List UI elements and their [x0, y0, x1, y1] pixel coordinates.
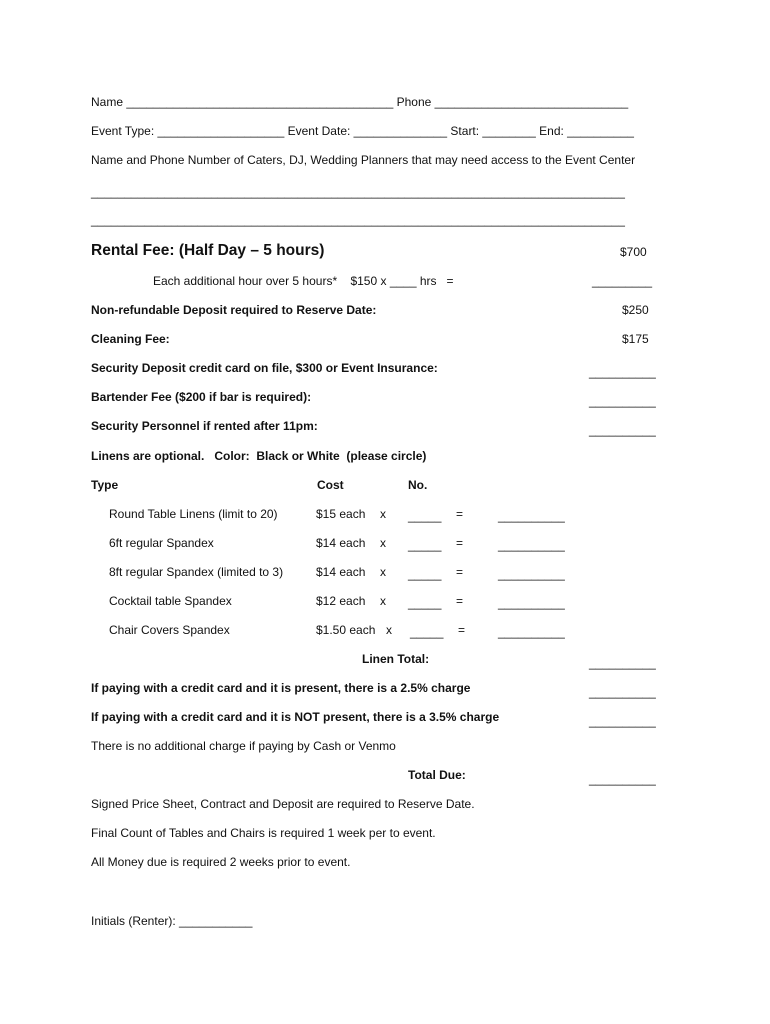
- vendor-contacts-label: Name and Phone Number of Caters, DJ, Wedding Planners that may need access to the Event Center: [91, 153, 636, 167]
- linens-col-no: No.: [408, 478, 428, 492]
- linen-row-times: x: [386, 623, 392, 637]
- security-deposit-label: Security Deposit credit card on file, $300 or Event Insurance:: [91, 361, 438, 375]
- linen-row-equals: =: [456, 507, 464, 521]
- total-due-blank: __________: [589, 772, 656, 786]
- security-personnel-blank: __________: [589, 423, 656, 437]
- linen-row-equals: =: [456, 565, 464, 579]
- linen-row-total-blank: __________: [498, 596, 565, 610]
- linen-row-equals: =: [458, 623, 466, 637]
- bartender-fee-label: Bartender Fee ($200 if bar is required):: [91, 390, 312, 404]
- linen-row-total-blank: __________: [498, 567, 565, 581]
- deposit-amount: $250: [622, 303, 649, 317]
- linen-row-times: x: [380, 594, 386, 608]
- cc-present-label: If paying with a credit card and it is present, there is a 2.5% charge: [91, 681, 471, 695]
- linen-row-type: Round Table Linens (limit to 20): [109, 507, 278, 521]
- cc-not-present-label: If paying with a credit card and it is NOT present, there is a 3.5% charge: [91, 710, 500, 724]
- event-details-line: Event Type: ___________________ Event Date: ______________ Start: ________ End: __________: [91, 124, 634, 138]
- cleaning-fee-amount: $175: [622, 332, 649, 346]
- linen-total-blank: __________: [589, 656, 656, 670]
- vendor-blank-line-2: ________________________________________________________________________________: [91, 213, 625, 227]
- linen-row-qty-blank: _____: [410, 625, 444, 639]
- linen-row-cost: $12 each: [316, 594, 366, 608]
- linen-row-cost: $14 each: [316, 565, 366, 579]
- cleaning-fee-label: Cleaning Fee:: [91, 332, 170, 346]
- note-final-count: Final Count of Tables and Chairs is required 1 week per to event.: [91, 826, 436, 840]
- bartender-fee-blank: __________: [589, 394, 656, 408]
- deposit-label: Non-refundable Deposit required to Reserve Date:: [91, 303, 377, 317]
- linens-heading: Linens are optional. Color: Black or White (please circle): [91, 449, 427, 463]
- rental-fee-amount: $700: [620, 245, 647, 259]
- linen-row-cost: $15 each: [316, 507, 366, 521]
- linen-row-times: x: [380, 536, 386, 550]
- security-personnel-label: Security Personnel if rented after 11pm:: [91, 419, 318, 433]
- note-reserve-date: Signed Price Sheet, Contract and Deposit are required to Reserve Date.: [91, 797, 475, 811]
- linen-row-type: 8ft regular Spandex (limited to 3): [109, 565, 284, 579]
- name-phone-line: Name ________________________________________ Phone _____________________________: [91, 95, 629, 109]
- additional-hour-line: Each additional hour over 5 hours* $150 x ____ hrs =: [153, 274, 454, 288]
- linen-row-times: x: [380, 507, 386, 521]
- linen-row-total-blank: __________: [498, 625, 565, 639]
- note-money-due: All Money due is required 2 weeks prior to event.: [91, 855, 351, 869]
- linen-row-qty-blank: _____: [408, 509, 442, 523]
- linen-row-type: Chair Covers Spandex: [109, 623, 230, 637]
- linen-row-equals: =: [456, 594, 464, 608]
- linen-row-cost: $14 each: [316, 536, 366, 550]
- linen-row-cost: $1.50 each: [316, 623, 376, 637]
- linen-row-type: Cocktail table Spandex: [109, 594, 232, 608]
- linen-total-label: Linen Total:: [362, 652, 430, 666]
- rental-fee-title: Rental Fee: (Half Day – 5 hours): [91, 242, 325, 259]
- linens-col-type: Type: [91, 478, 119, 492]
- linen-row-qty-blank: _____: [408, 538, 442, 552]
- vendor-blank-line-1: ________________________________________________________________________________: [91, 185, 625, 199]
- linens-col-cost: Cost: [317, 478, 344, 492]
- linen-row-qty-blank: _____: [408, 567, 442, 581]
- linen-row-qty-blank: _____: [408, 596, 442, 610]
- cash-venmo-note: There is no additional charge if paying by Cash or Venmo: [91, 739, 396, 753]
- cc-not-present-blank: __________: [589, 714, 656, 728]
- linen-row-type: 6ft regular Spandex: [109, 536, 214, 550]
- total-due-label: Total Due:: [408, 768, 466, 782]
- linen-row-total-blank: __________: [498, 538, 565, 552]
- security-deposit-blank: __________: [589, 365, 656, 379]
- linen-row-times: x: [380, 565, 386, 579]
- additional-hour-blank: _________: [592, 274, 653, 288]
- linen-row-total-blank: __________: [498, 509, 565, 523]
- cc-present-blank: __________: [589, 685, 656, 699]
- linen-row-equals: =: [456, 536, 464, 550]
- renter-initials-line: Initials (Renter): ___________: [91, 914, 253, 928]
